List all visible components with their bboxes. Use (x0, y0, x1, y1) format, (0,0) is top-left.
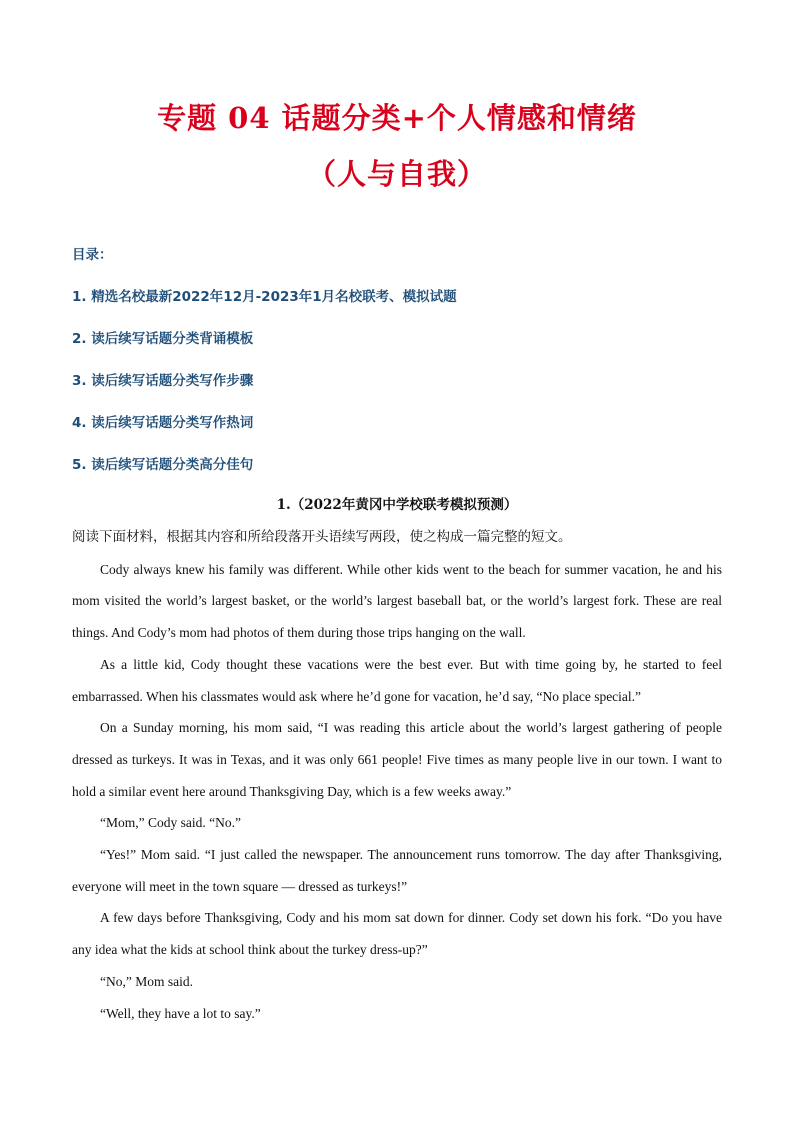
passage-paragraph: A few days before Thanksgiving, Cody and his mom sat down for dinner. Cody set down his fork. “Do you have any idea what the kids at school think about the turkey dress-up?” (72, 910, 722, 958)
passage-paragraph: On a Sunday morning, his mom said, “I was reading this article about the world’s largest gathering of people dressed as turkeys. It was in Texas, and it was only 661 people! Five times as many people live in our town. I want to hold a similar event here around Thanksgiving Day, which is a few weeks away.” (72, 720, 722, 799)
passage-paragraph: “No,” Mom said. (100, 973, 193, 989)
passage-paragraph: Cody always knew his family was different. While other kids went to the beach for summer vacation, he and his mom visited the world’s largest basket, or the world’s largest baseball bat, or the world’s largest fork. These are real things. And Cody’s mom had photos of them during those trips hanging on the wall. (72, 561, 722, 641)
toc-item: 5. 读后续写话题分类高分佳句 (72, 457, 254, 473)
toc-item: 1. 精选名校最新2022年12月-2023年1月名校联考、模拟试题 (72, 289, 457, 305)
passage (72, 522, 722, 1029)
table-of-contents (72, 244, 457, 486)
passage-paragraph: “Mom,” Cody said. “No.” (100, 815, 241, 831)
document-subtitle: （人与自我） (306, 157, 487, 191)
document-title: 专题 04 话题分类+个人情感和情绪 (157, 101, 637, 135)
question-heading: 1.（2022年黄冈中学校联考模拟预测） (276, 497, 518, 513)
toc-heading: 目录： (72, 247, 113, 263)
passage-paragraph: “Well, they have a lot to say.” (100, 1005, 261, 1021)
toc-item: 4. 读后续写话题分类写作热词 (72, 415, 254, 431)
toc-item: 3. 读后续写话题分类写作步骤 (72, 373, 254, 389)
passage-paragraph: “Yes!” Mom said. “I just called the newspaper. The announcement runs tomorrow. The day after Thanksgiving, everyone will meet in the town square — dressed as turkeys!” (72, 847, 722, 894)
toc-item: 2. 读后续写话题分类背诵模板 (72, 331, 254, 347)
instruction-text: 阅读下面材料，根据其内容和所给段落开头语续写两段，使之构成一篇完整的短文。 (72, 529, 572, 545)
passage-paragraph: As a little kid, Cody thought these vacations were the best ever. But with time going by, he started to feel embarrassed. When his classmates would ask where he’d gone for vacation, he’d say, “No place special.” (72, 656, 722, 704)
